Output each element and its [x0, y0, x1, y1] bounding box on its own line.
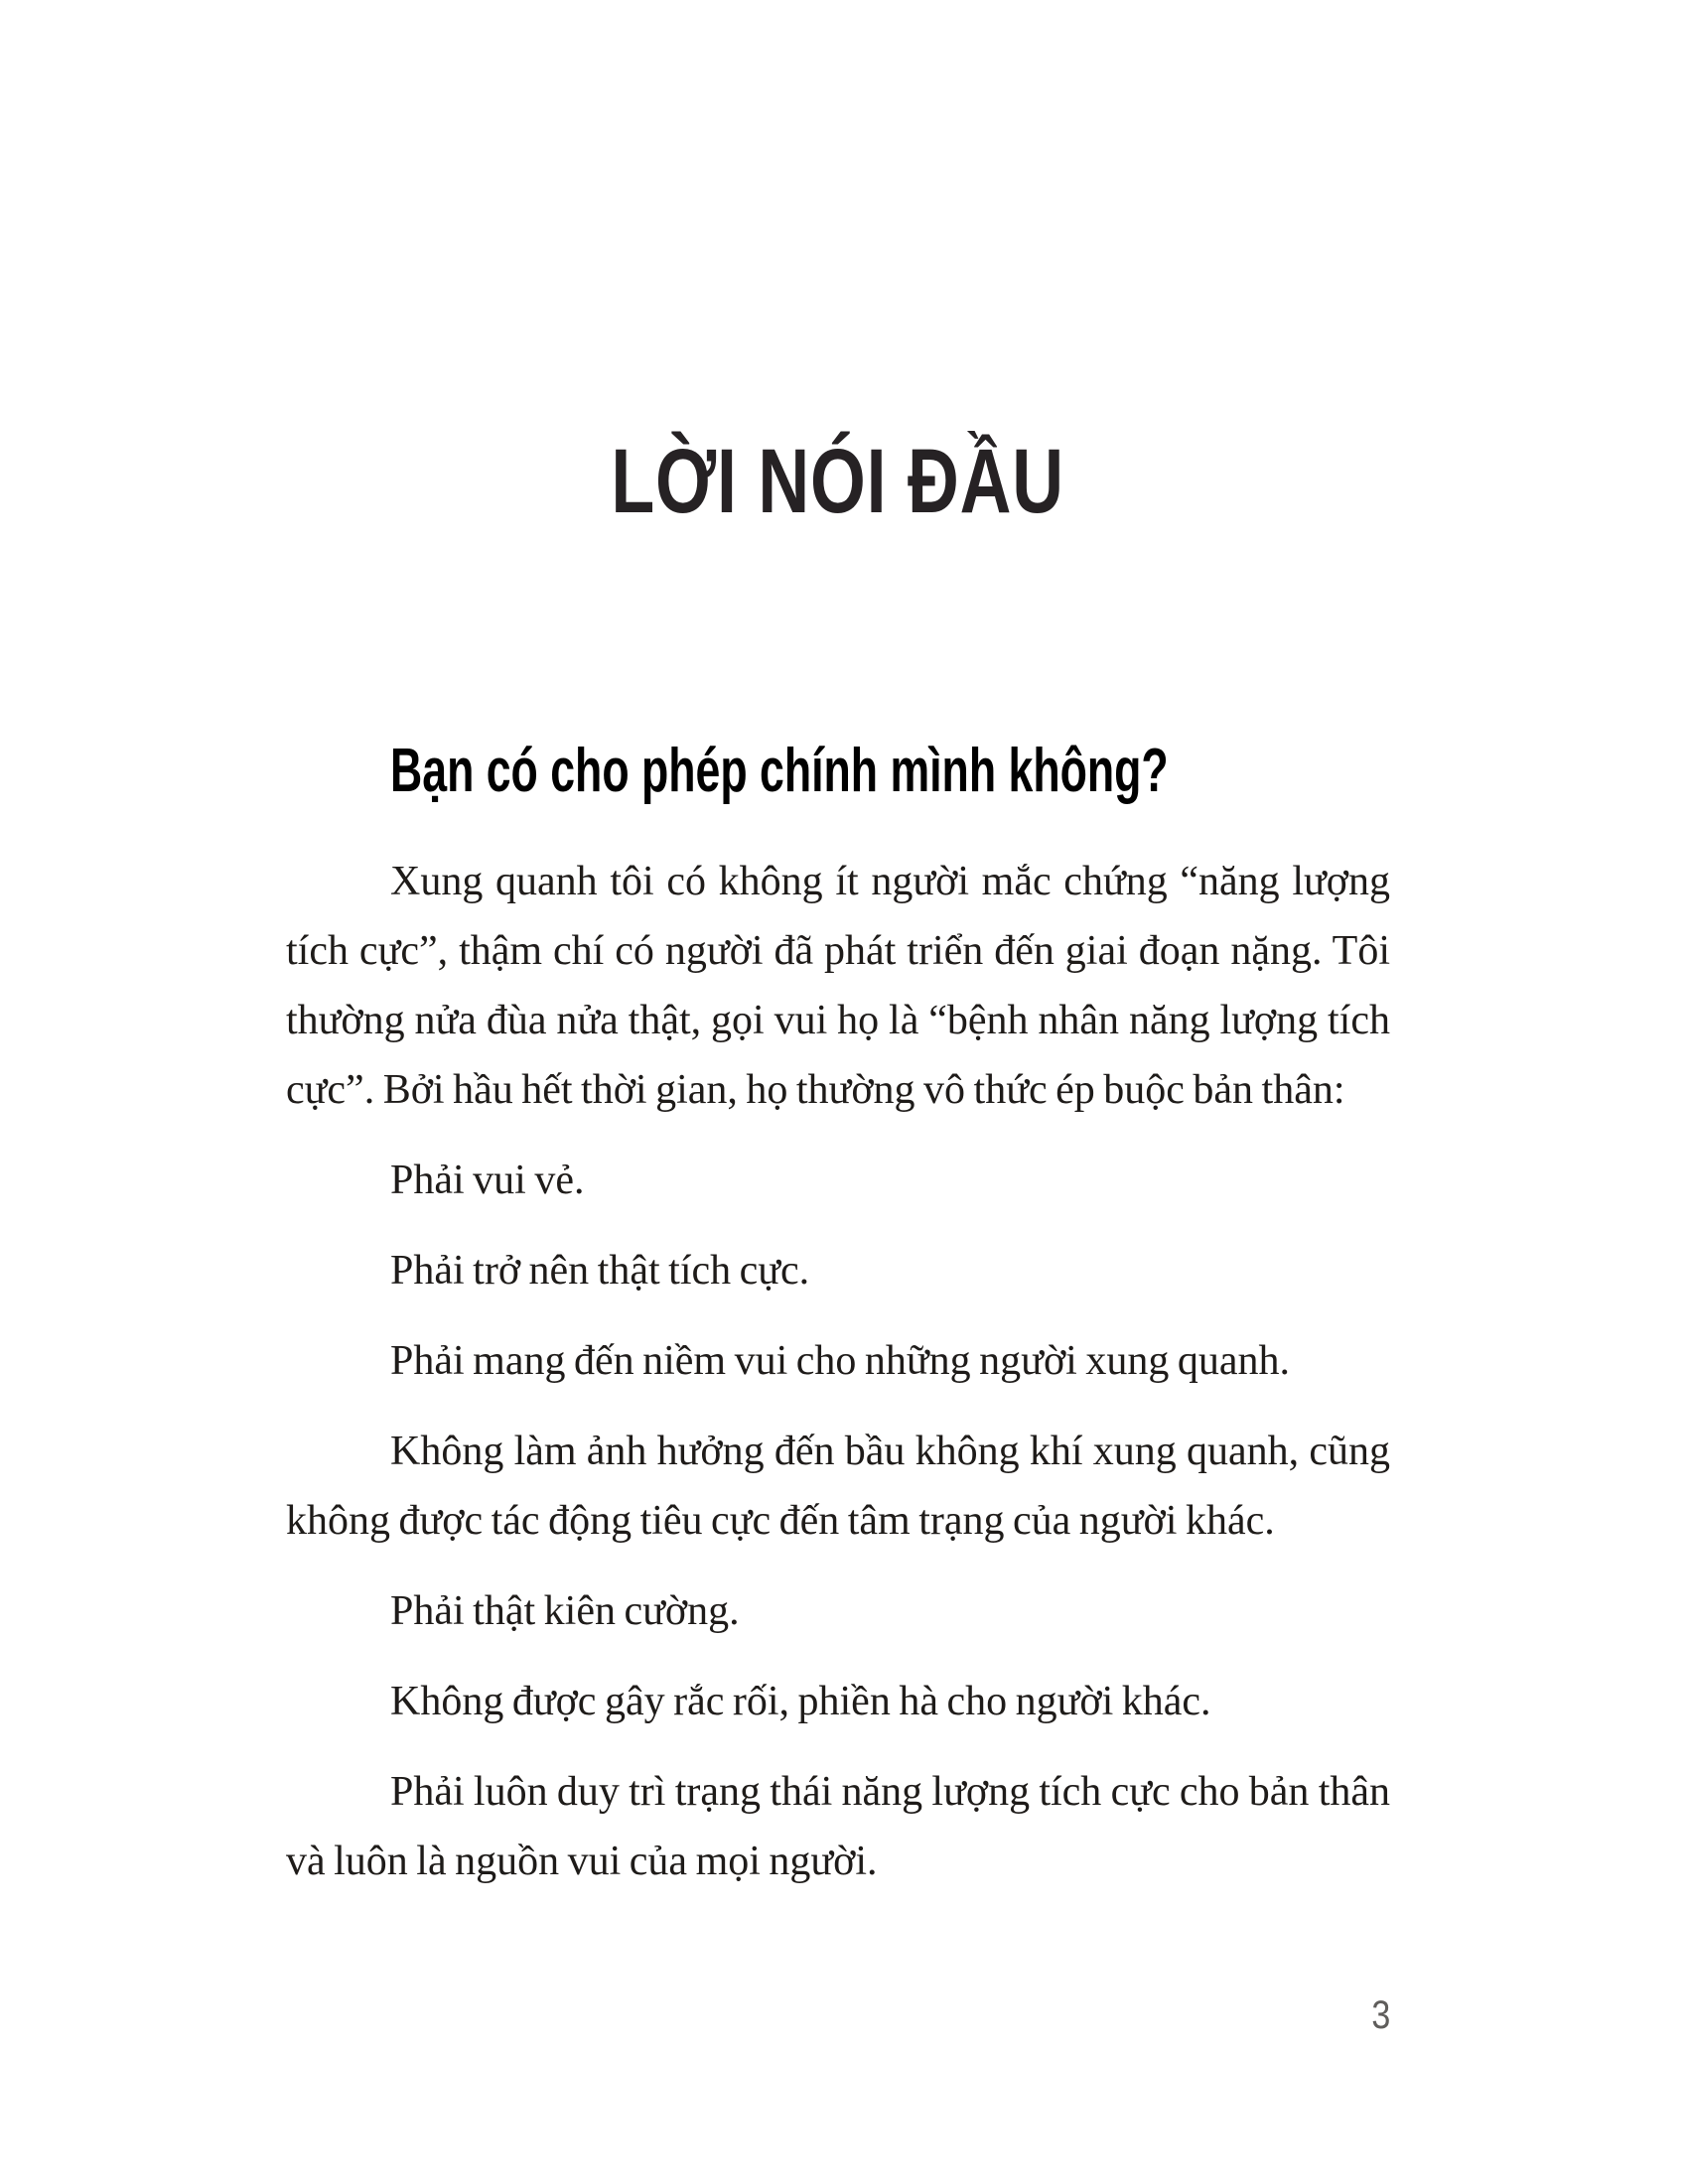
- paragraph: Phải luôn duy trì trạng thái năng lượng tích cực cho bản thân và luôn là nguồn vui của mọi người.: [286, 1769, 1390, 1884]
- paragraph: Phải trở nên thật tích cực.: [390, 1248, 810, 1294]
- paragraph: Phải mang đến niềm vui cho những người xung quanh.: [390, 1338, 1290, 1384]
- chapter-title-text: LỜI NÓI ĐẦU: [611, 431, 1065, 532]
- body-text: [286, 847, 1390, 1917]
- paragraph: Không được gây rắc rối, phiền hà cho người khác.: [390, 1679, 1211, 1724]
- section-subtitle-text: Bạn có cho phép chính mình không?: [390, 737, 1169, 805]
- page-number: [286, 1991, 1390, 2039]
- paragraph: Không làm ảnh hưởng đến bầu không khí xung quanh, cũng không được tác động tiêu cực đến tâm trạng của người khác.: [286, 1429, 1390, 1544]
- page-number-text: 3: [1371, 1993, 1390, 2037]
- chapter-title: [286, 427, 1390, 536]
- paragraph: Phải thật kiên cường.: [390, 1588, 740, 1634]
- paragraph: Phải vui vẻ.: [390, 1158, 585, 1203]
- section-subtitle: [390, 732, 1390, 811]
- paragraph: Xung quanh tôi có không ít người mắc chứng “năng lượng tích cực”, thậm chí có người đã phát triển đến giai đoạn nặng. Tôi thường nửa đùa nửa thật, gọi vui họ là “bệnh nhân năng lượng tích cực”. Bởi hầu hết thời gian, họ thường vô thức ép buộc bản thân:: [286, 859, 1390, 1113]
